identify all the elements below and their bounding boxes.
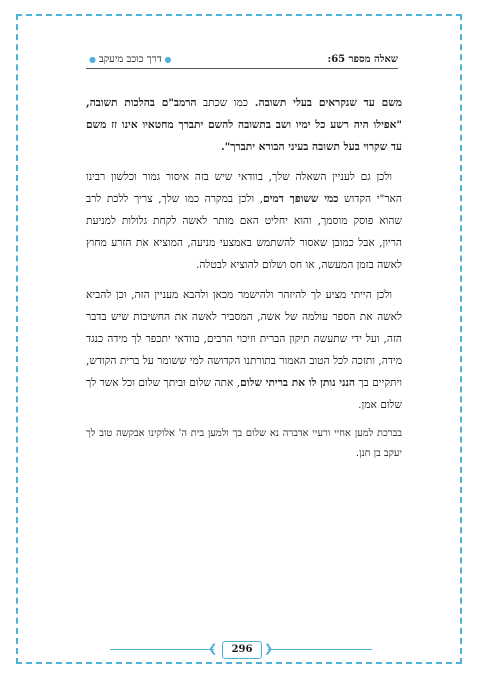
run: בברכת למען אחיי ורעיי אדברה נא שלום בך ולמען בית ה' אלוקינו אבקשה טוב לך יעקב בן חנן.	[86, 428, 402, 459]
footer-rule-right	[268, 649, 372, 650]
page-number: 296	[222, 641, 262, 659]
run: , אתה שלום וביתך שלום וכל אשר לך שלום אמן.	[86, 377, 402, 411]
footer-rule-left	[110, 649, 214, 650]
page-footer	[110, 640, 372, 660]
run: ולכן גם לעניין השאלה שלך, בוודאי שיש בזה איסור גמור וכלשון רבינו האר"י הקדוש	[86, 171, 402, 205]
closing-blessing	[86, 424, 402, 464]
run: כמו שכתב	[196, 97, 248, 109]
run: , ולכן במקרה כמו שלך, צריך ללכת לרב שהוא פוסק מוסמך, והוא יחליט האם מותר לאשה לקחת גלולות למניעת הריון, אבל כמובן שאסור להשתמש באמצעי מניעה, המוציא את הזרע מחוץ לאשה בזמן המעשה, או חס ושלום להוציא לבטלה.	[86, 193, 402, 271]
ornament-icon: ❯	[264, 642, 274, 655]
book-title-group	[86, 52, 175, 68]
run-bold: הנני נותן לו את בריתי שלום	[240, 377, 356, 389]
paragraph-1	[86, 92, 402, 158]
paragraph-3	[86, 284, 402, 416]
article-body	[86, 92, 402, 472]
book-title: דרך כוכב מיעקב	[98, 54, 162, 65]
bullet-icon: ●	[89, 55, 96, 64]
running-header	[86, 52, 398, 69]
run: ולכן הייתי מציע לך להיזהר ולהישמר מכאן ולהבא מעניין הזה, וכן להביא לאשה את הספר עולמה של אשה, המסביר לאשה את החשיבות שיש בדבר הזה, ועל ידי שתעשה תיקון הברית וזיכוי הרבים, בוודאי יתכפר לך מידה כנגד מידה, ותזכה לכל הטוב האמור בתורתנו הקדושה למי ששומר על ברית הקודש, ויתקיים בך	[86, 289, 402, 389]
question-number: שאלה מספר 65:	[327, 54, 398, 65]
ornament-icon: ❮	[208, 642, 218, 655]
bullet-icon: ●	[164, 55, 172, 64]
run-bold: הרמב"ם בהלכות תשובה, "אפילו היה רשע כל ימיו ושב בתשובה להשם יתברך מחטאיו אינו זז משם עד שקרוי בעל תשובה בעיני הבורא יתברך".	[86, 97, 402, 153]
run-bold: כמי ששופך דמים	[263, 193, 339, 205]
paragraph-2	[86, 166, 402, 276]
run-bold: משם עד שנקראים בעלי תשובה.	[247, 97, 402, 109]
